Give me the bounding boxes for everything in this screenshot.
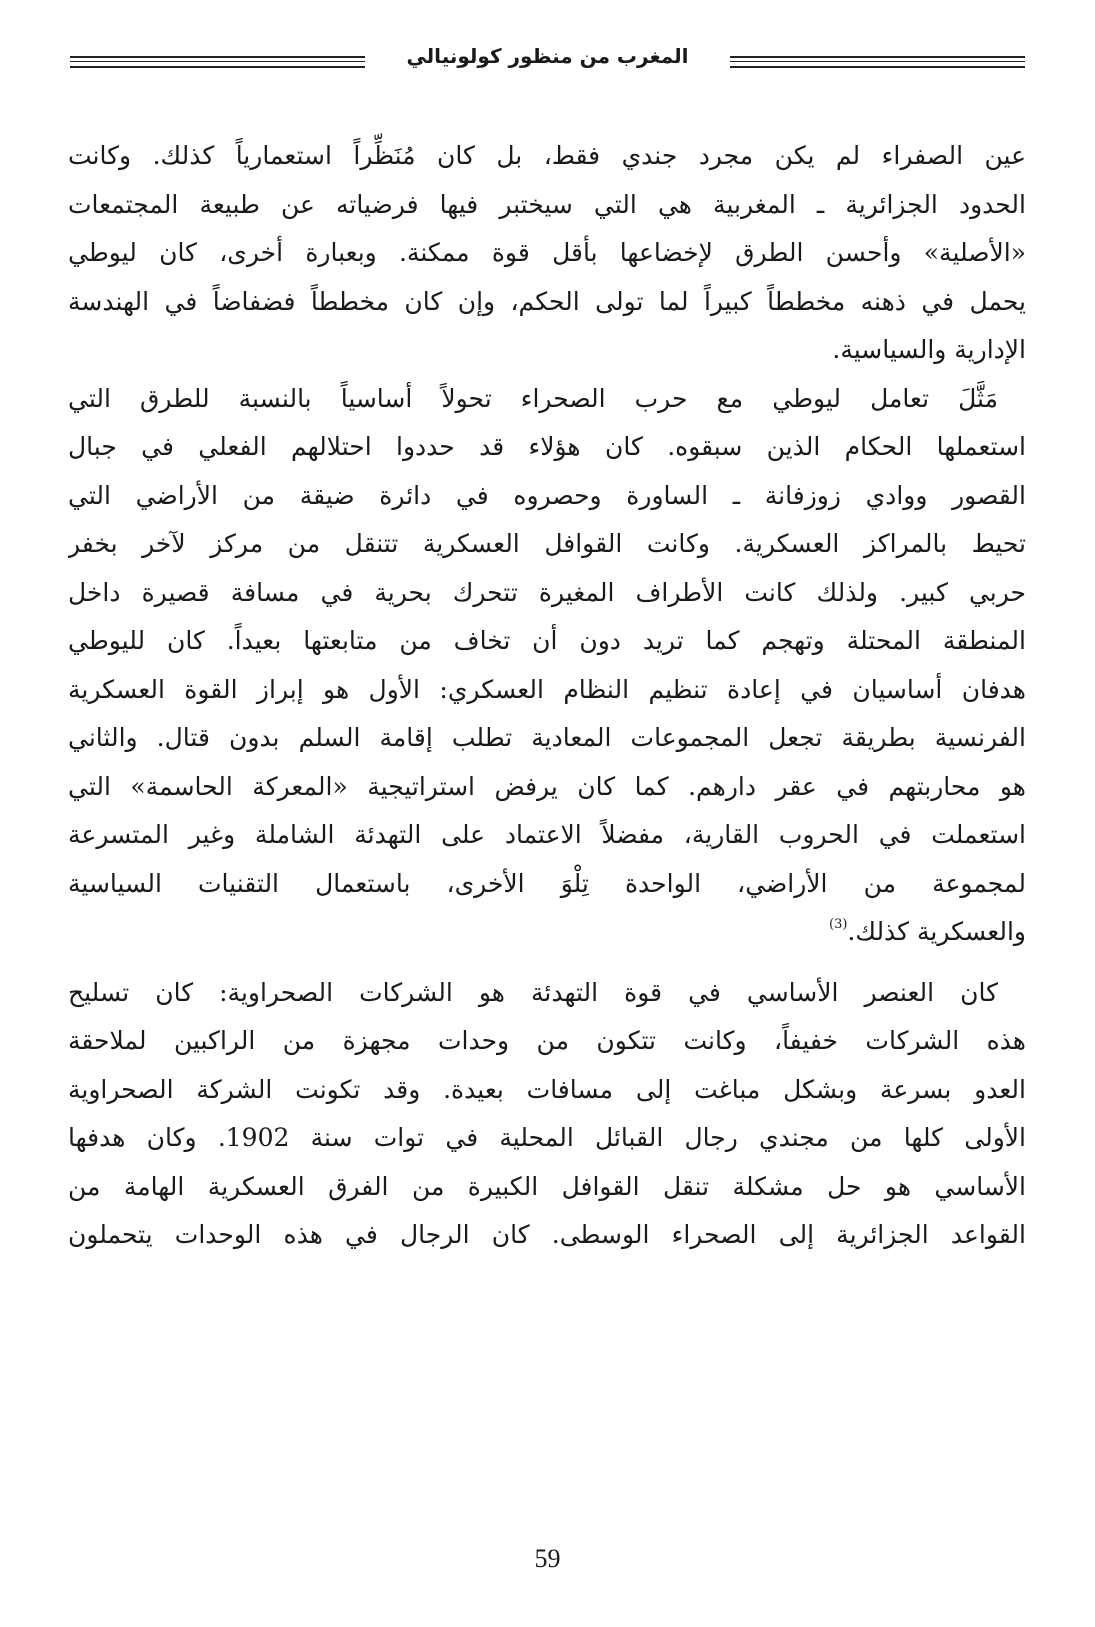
text-line: مَثَّلَ تعامل ليوطي مع حرب الصحراء تحولاً أساسياً بالنسبة للطرق التي [68, 383, 998, 413]
text-line: الإدارية والسياسية. [832, 335, 1026, 364]
paragraph-1 [68, 132, 1026, 375]
text-line: هدفان أساسيان في إعادة تنظيم النظام العسكري: الأول هو إبراز القوة العسكرية [68, 674, 1026, 704]
text-line: هذه الشركات خفيفاً، وكانت تتكون من وحدات مجهزة من الراكبين لملاحقة [68, 1026, 1026, 1055]
text-line: كان العنصر الأساسي في قوة التهدئة هو الشركات الصحراوية: كان تسليح [68, 977, 998, 1007]
running-header [70, 42, 1025, 82]
paragraph-3 [68, 969, 1026, 1260]
text-line: حربي كبير. ولذلك كانت الأطراف المغيرة تتحرك بحرية في مسافة قصيرة داخل [68, 577, 1026, 607]
text-line: استعملها الحكام الذين سبقوه. كان هؤلاء قد حددوا احتلالهم الفعلي في جبال [68, 432, 1026, 461]
text-line: تحيط بالمراكز العسكرية. وكانت القوافل العسكرية تتنقل من مركز لآخر بخفر [68, 529, 1026, 558]
text-line: الحدود الجزائرية ـ المغربية هي التي سيختبر فيها فرضياته عن طبيعة المجتمعات [68, 189, 1026, 219]
text-line: والعسكرية كذلك. [847, 917, 1026, 946]
text-line: الفرنسية بطريقة تجعل المجموعات المعادية تطلب إقامة السلم بدون قتال. والثاني [68, 723, 1026, 752]
running-header-title: المغرب من منظور كولونيالي [406, 44, 689, 68]
text-line: «الأصلية» وأحسن الطرق لإخضاعها بأقل قوة ممكنة. وبعبارة أخرى، كان ليوطي [68, 238, 1026, 267]
header-rule-left [70, 56, 365, 70]
text-line: الأساسي هو حل مشكلة تنقل القوافل الكبيرة من الفرق العسكرية الهامة من [68, 1171, 1026, 1201]
text-line: لمجموعة من الأراضي، الواحدة تِلْوَ الأخرى، باستعمال التقنيات السياسية [68, 868, 1026, 898]
footnote-ref[interactable]: (3) [828, 917, 848, 932]
page-number: 59 [534, 1544, 561, 1573]
text-line: المنطقة المحتلة وتهجم كما تريد دون أن تخاف من متابعتها بعيداً. كان لليوطي [68, 626, 1026, 655]
body-text [68, 132, 1026, 1260]
text-line: الأولى كلها من مجندي رجال القبائل المحلية في توات سنة 1902. وكان هدفها [68, 1123, 1026, 1152]
header-rule-right [730, 56, 1025, 70]
text-line: عين الصفراء لم يكن مجرد جندي فقط، بل كان مُنَظِّراً استعمارياً كذلك. وكانت [68, 141, 1026, 170]
text-line: العدو بسرعة وبشكل مباغت إلى مسافات بعيدة. وقد تكونت الشركة الصحراوية [68, 1074, 1026, 1104]
text-line: هو محاربتهم في عقر دارهم. كما كان يرفض استراتيجية «المعركة الحاسمة» التي [68, 771, 1026, 801]
text-line: يحمل في ذهنه مخططاً كبيراً لما تولى الحكم، وإن كان مخططاً فضفاضاً في الهندسة [68, 286, 1026, 316]
text-line-with-footnote [68, 908, 1026, 957]
text-line: القواعد الجزائرية إلى الصحراء الوسطى. كان الرجال في هذه الوحدات يتحملون [68, 1220, 1026, 1249]
text-line: استعملت في الحروب القارية، مفضلاً الاعتماد على التهدئة الشاملة وغير المتسرعة [68, 820, 1026, 849]
text-line: القصور ووادي زوزفانة ـ الساورة وحصروه في دائرة ضيقة من الأراضي التي [68, 480, 1026, 510]
paragraph-2 [68, 375, 1026, 957]
